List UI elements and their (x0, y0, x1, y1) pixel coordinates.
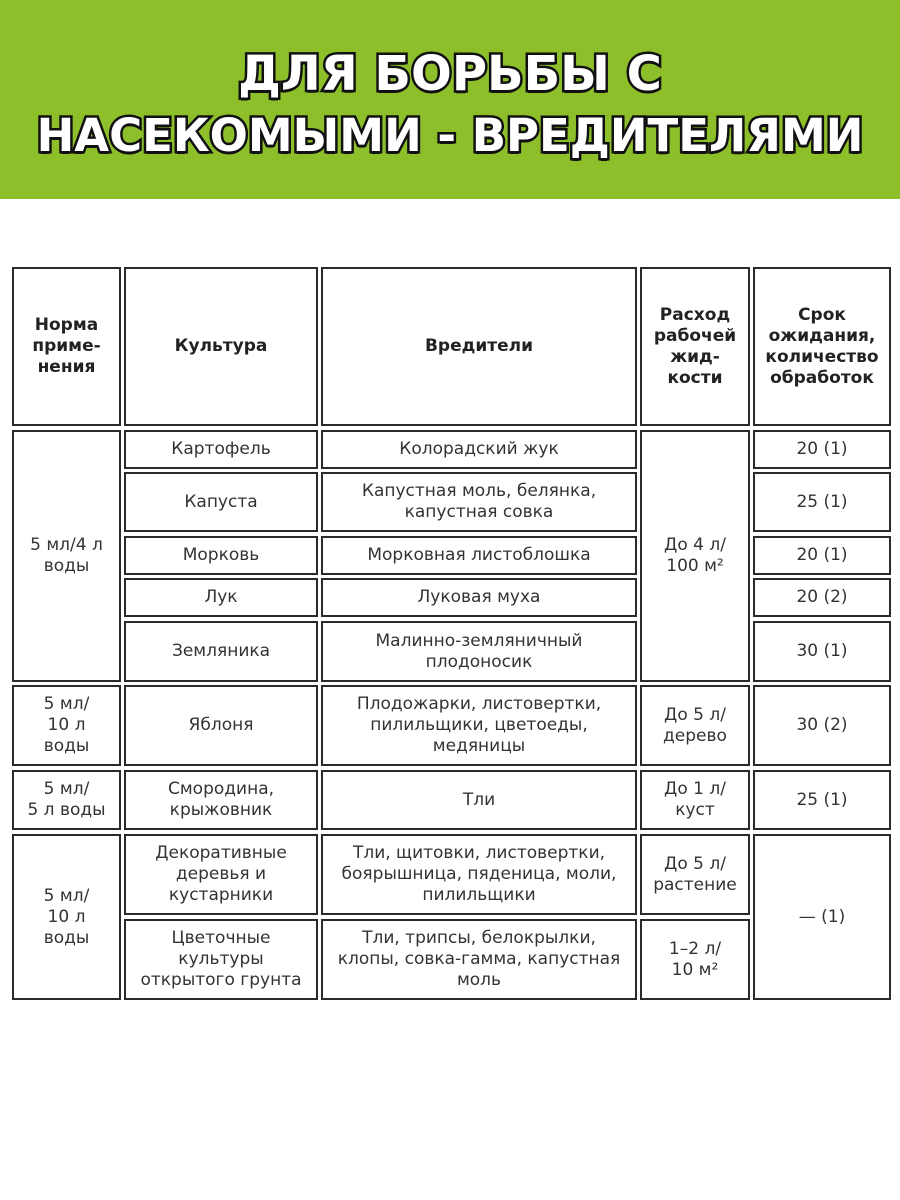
consumption-cell: До 1 л/ куст (640, 770, 750, 830)
term-cell: 25 (1) (753, 472, 891, 532)
group-3-norm: 5 мл/ 5 л воды (12, 770, 121, 830)
pests-cell: Капустная моль, белянка, капустная совка (321, 472, 637, 532)
pests-cell: Луковая муха (321, 578, 637, 617)
culture-cell: Яблоня (124, 685, 318, 766)
header-culture: Культура (124, 267, 318, 426)
culture-cell: Капуста (124, 472, 318, 532)
pests-cell: Колорадский жук (321, 430, 637, 469)
pests-cell: Тли (321, 770, 637, 830)
title-banner (0, 0, 900, 199)
culture-cell: Земляника (124, 621, 318, 682)
term-cell: 20 (1) (753, 536, 891, 575)
term-cell: 30 (1) (753, 621, 891, 682)
group-1-consumption: До 4 л/ 100 м² (640, 430, 750, 682)
header-consumption: Расход рабочей жид- кости (640, 267, 750, 426)
banner-title-line-2: НАСЕКОМЫМИ - ВРЕДИТЕЛЯМИ (36, 109, 864, 162)
consumption-cell: До 5 л/ растение (640, 834, 750, 915)
term-cell: 20 (2) (753, 578, 891, 617)
header-pests: Вредители (321, 267, 637, 426)
pests-cell: Морковная листоблошка (321, 536, 637, 575)
term-cell: 20 (1) (753, 430, 891, 469)
culture-cell: Смородина, крыжовник (124, 770, 318, 830)
culture-cell: Декоративные деревья и кустарники (124, 834, 318, 915)
culture-cell: Цветочные культуры открытого грунта (124, 919, 318, 1000)
group-4-term: — (1) (753, 834, 891, 1000)
consumption-cell: До 5 л/ дерево (640, 685, 750, 766)
culture-cell: Морковь (124, 536, 318, 575)
pests-cell: Плодожарки, листовертки, пилильщики, цветоеды, медяницы (321, 685, 637, 766)
header-term: Срок ожидания, количество обработок (753, 267, 891, 426)
banner-title-line-1: ДЛЯ БОРЬБЫ С (238, 46, 662, 102)
term-cell: 30 (2) (753, 685, 891, 766)
header-norm: Норма приме- нения (12, 267, 121, 426)
culture-cell: Картофель (124, 430, 318, 469)
consumption-cell: 1–2 л/ 10 м² (640, 919, 750, 1000)
pests-cell: Тли, щитовки, листовертки, боярышница, пяденица, моли, пилильщики (321, 834, 637, 915)
group-4-norm: 5 мл/ 10 л воды (12, 834, 121, 1000)
term-cell: 25 (1) (753, 770, 891, 830)
culture-cell: Лук (124, 578, 318, 617)
group-1-norm: 5 мл/4 л воды (12, 430, 121, 682)
pests-cell: Тли, трипсы, белокрылки, клопы, совка-гамма, капустная моль (321, 919, 637, 1000)
pests-cell: Малинно-земляничный плодоносик (321, 621, 637, 682)
group-2-norm: 5 мл/ 10 л воды (12, 685, 121, 766)
